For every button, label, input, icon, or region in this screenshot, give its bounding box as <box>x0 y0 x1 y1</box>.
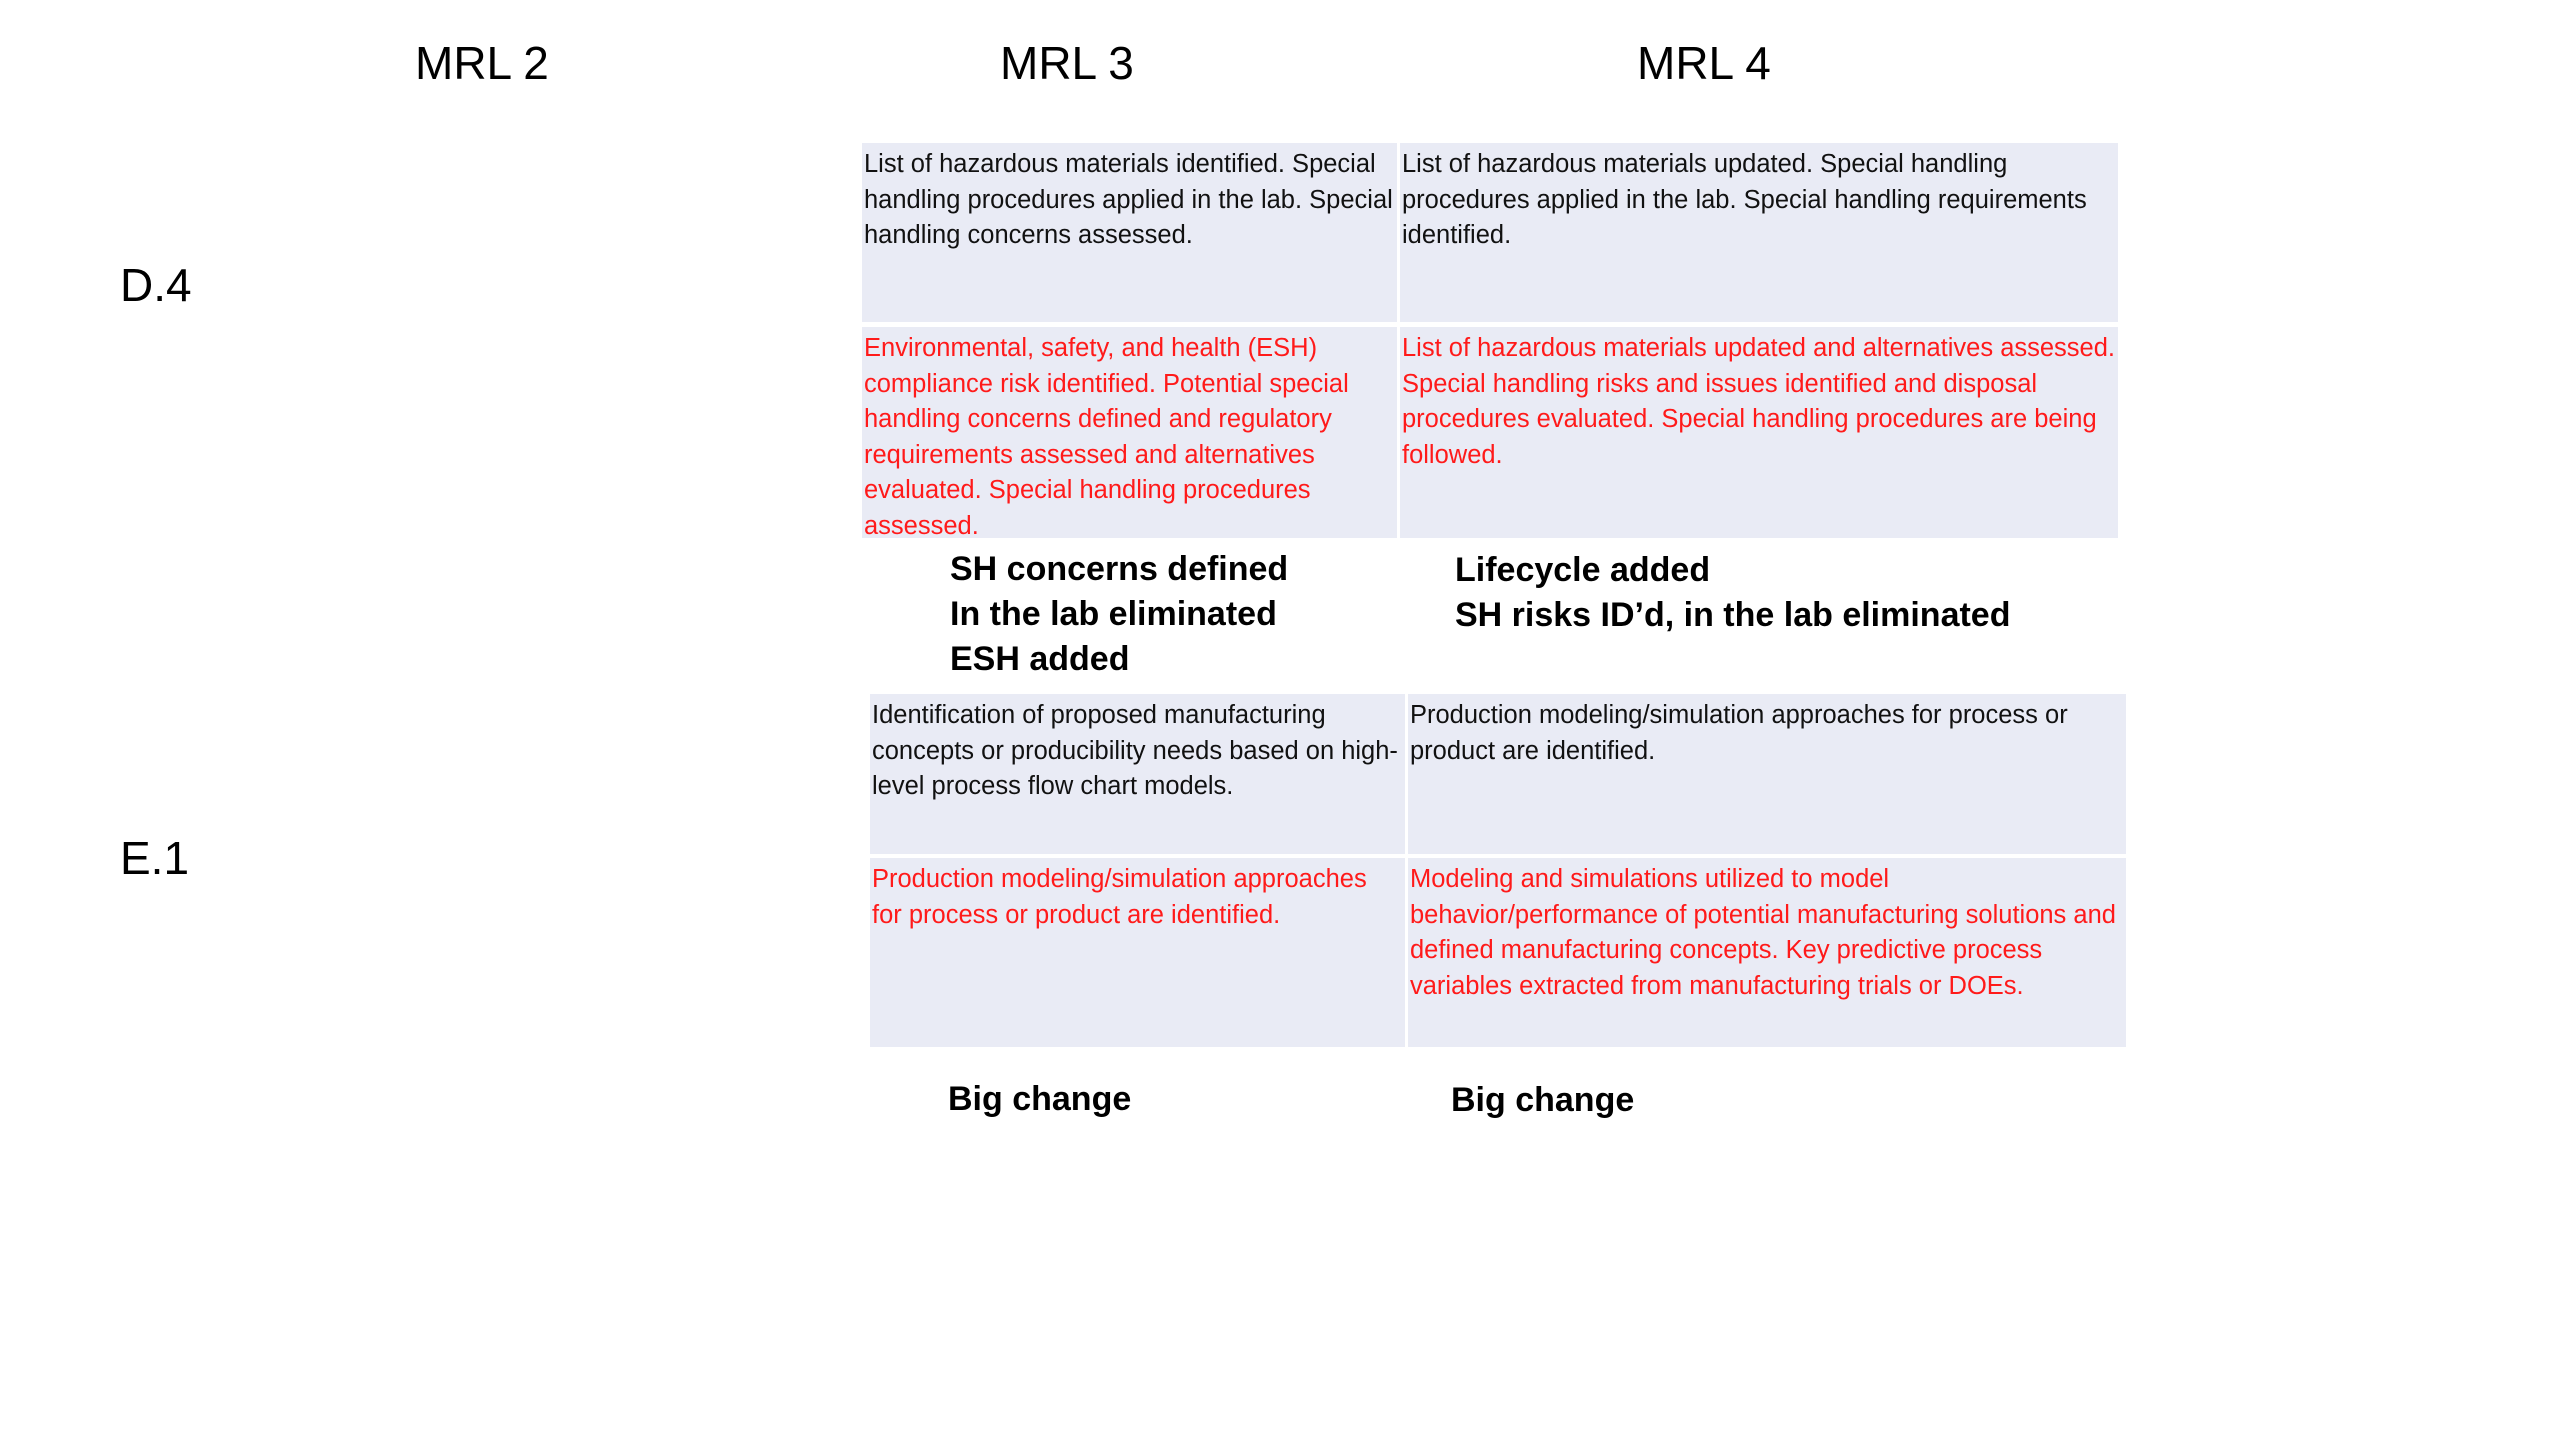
e1-mrl4-note: Big change <box>1451 1081 1635 1119</box>
d4-mrl3-revised-criteria: Environmental, safety, and health (ESH) compliance risk identified. Potential special handling concerns defined and regulatory requirements assessed and alternatives evaluated. Special handling procedures assessed. <box>862 327 1397 538</box>
row-label-e1: E.1 <box>120 832 190 884</box>
e1-mrl4-criteria: Production modeling/simulation approaches for process or product are identified. <box>1408 694 2126 854</box>
d4-mrl4-note-1: Lifecycle added <box>1455 551 1711 589</box>
d4-mrl4-criteria: List of hazardous materials updated. Special handling procedures applied in the lab. Special handling requirements identified. <box>1400 143 2118 322</box>
d4-mrl3-criteria: List of hazardous materials identified. Special handling procedures applied in the lab. Special handling concerns assessed. <box>862 143 1397 322</box>
d4-mrl3-note-3: ESH added <box>950 640 1130 678</box>
d4-mrl3-note-2: In the lab eliminated <box>950 595 1277 633</box>
header-mrl3: MRL 3 <box>1000 37 1134 89</box>
e1-mrl4-revised-criteria: Modeling and simulations utilized to model behavior/performance of potential manufacturing solutions and defined manufacturing concepts. Key predictive process variables extracted from manufacturing trials or DOEs. <box>1408 858 2126 1047</box>
d4-mrl4-revised-criteria: List of hazardous materials updated and alternatives assessed. Special handling risks and issues identified and disposal procedures evaluated. Special handling procedures are being followed. <box>1400 327 2118 538</box>
d4-mrl4-note-2: SH risks ID’d, in the lab eliminated <box>1455 596 2011 634</box>
header-mrl2: MRL 2 <box>415 37 549 89</box>
e1-mrl3-revised-criteria: Production modeling/simulation approaches for process or product are identified. <box>870 858 1405 1047</box>
e1-mrl3-note: Big change <box>948 1080 1132 1118</box>
d4-mrl3-note-1: SH concerns defined <box>950 550 1289 588</box>
row-label-d4: D.4 <box>120 259 192 311</box>
header-mrl4: MRL 4 <box>1637 37 1771 89</box>
e1-mrl3-criteria: Identification of proposed manufacturing concepts or producibility needs based on high-level process flow chart models. <box>870 694 1405 854</box>
